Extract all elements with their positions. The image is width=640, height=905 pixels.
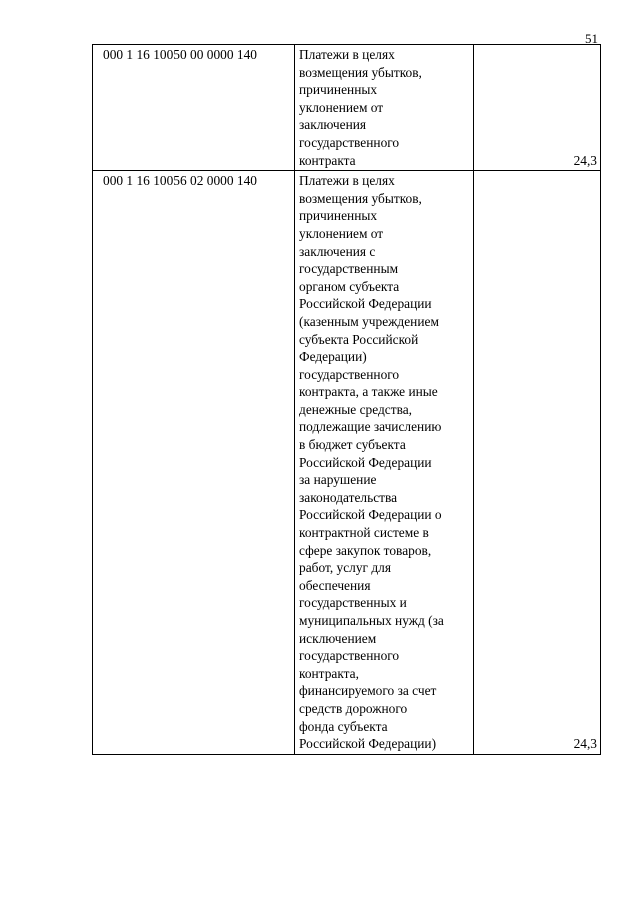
name-line: возмещения убытков, (299, 64, 422, 80)
name-line: финансируемого за счет (299, 683, 437, 699)
name-line: Платежи в целях (299, 47, 395, 62)
name-line: контракта, а также иные (299, 384, 438, 400)
revenue-name-cell (295, 171, 474, 755)
name-line: причиненных (299, 82, 378, 98)
name-line: средств дорожного (299, 700, 408, 716)
name-line: фонда субъекта (299, 718, 388, 734)
name-line: денежные средства, (299, 401, 413, 417)
name-line: исключением (299, 630, 377, 646)
budget-code-cell: 000 1 16 10050 00 0000 140 (93, 45, 295, 171)
name-line: уклонением от (299, 225, 384, 241)
name-line: Российской Федерации (299, 454, 432, 470)
name-line: контракта, (299, 665, 359, 681)
name-line: причиненных (299, 208, 378, 224)
name-line: подлежащие зачислению (299, 419, 442, 435)
name-line: муниципальных нужд (за (299, 613, 444, 628)
name-line: контрактной системе в (299, 525, 429, 541)
name-line: государственного (299, 366, 400, 382)
name-line: субъекта Российской (299, 331, 419, 347)
budget-code-cell: 000 1 16 10056 02 0000 140 (93, 171, 295, 755)
name-line: Российской Федерации) (299, 736, 437, 752)
name-line: контракта (299, 152, 356, 168)
table-row (93, 45, 601, 171)
name-line: государственным (299, 261, 399, 277)
name-line: органом субъекта (299, 278, 400, 294)
name-line: за нарушение (299, 472, 377, 488)
amount-cell: 24,3 (474, 171, 601, 755)
name-line: сфере закупок товаров, (299, 542, 432, 558)
name-line: государственного (299, 648, 400, 664)
table-row (93, 171, 601, 755)
page-number: 51 (585, 31, 598, 46)
name-line: (казенным учреждением (299, 313, 439, 329)
name-line: в бюджет субъекта (299, 437, 406, 453)
name-line: законодательства (299, 489, 398, 505)
name-line: уклонением от (299, 99, 384, 115)
name-line: Федерации) (299, 349, 367, 365)
name-line: возмещения убытков, (299, 190, 422, 206)
amount-cell: 24,3 (474, 45, 601, 171)
name-line: заключения с (299, 243, 376, 259)
name-line: государственного (299, 134, 400, 150)
name-line: Российской Федерации (299, 296, 432, 312)
name-line: Платежи в целях (299, 173, 395, 189)
name-line: Российской Федерации о (299, 507, 442, 523)
name-line: государственных и (299, 595, 407, 611)
name-line: обеспечения (299, 577, 371, 593)
budget-table (92, 44, 601, 755)
name-line: заключения (299, 117, 367, 133)
name-line: работ, услуг для (299, 560, 392, 576)
revenue-name-cell (295, 45, 474, 171)
